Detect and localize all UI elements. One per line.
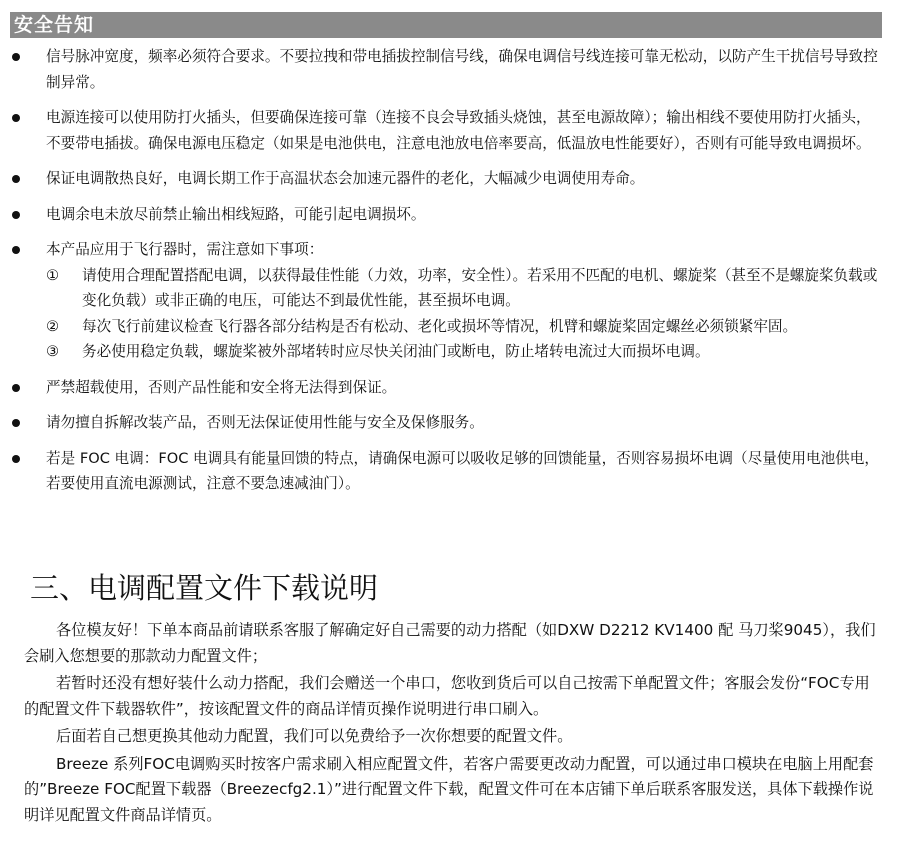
bullet-text: 电源连接可以使用防打火插头，但要确保连接可靠（连接不良会导致插头烧蚀，甚至电源故障）；输出相线不要使用防打火插头，不要带电插拔。确保电源电压稳定（如果是电池供电，注意电池放电倍率要高，低温放电性能要好），否则有可能导致电调损坏。 — [46, 109, 871, 152]
sub-item — [46, 339, 882, 365]
bullet-text: 请勿擅自拆解改装产品，否则无法保证使用性能与安全及保修服务。 — [46, 414, 484, 431]
bullet-item — [0, 105, 882, 156]
sub-item — [46, 263, 882, 314]
bullet-dot-icon — [12, 384, 20, 392]
sub-item — [46, 314, 882, 340]
paragraph: 各位模友好！下单本商品前请联系客服了解确定好自己需要的动力搭配（如DXW D2212 KV1400 配 马刀桨9045），我们会刷入您想要的那款动力配置文件； — [24, 621, 876, 665]
bullet-text: 严禁超载使用，否则产品性能和安全将无法得到保证。 — [46, 378, 397, 396]
bullet-text: 信号脉冲宽度，频率必须符合要求。不要拉拽和带电插拔控制信号线，确保电调信号线连接可靠无松动，以防产生干扰信号导致控制异常。 — [46, 48, 878, 91]
bullet-text: 电调余电未放尽前禁止输出相线短路，可能引起电调损坏。 — [46, 205, 426, 223]
section-heading: 三、电调配置文件下载说明 — [30, 571, 379, 605]
sub-item-number: ① — [46, 266, 60, 284]
bullet-dot-icon — [12, 175, 20, 183]
sub-item-text: 请使用合理配置搭配电调，以获得最佳性能（力效，功率，安全性）。若采用不匹配的电机、螺旋桨（甚至不是螺旋桨负载或变化负载）或非正确的电压，可能达不到最优性能，甚至损坏电调。 — [82, 266, 878, 309]
bullet-dot-icon — [12, 455, 20, 463]
paragraph: Breeze 系列FOC电调购买时按客户需求刷入相应配置文件，若客户需要更改动力配置，可以通过串口模块在电脑上用配套的”Breeze FOC配置下载器（Breezecfg2.1）”进行配置文件下载，配置文件可在本店铺下单后联系客服发送，具体下载操作说明详见配置文件商品详情页。 — [24, 754, 874, 824]
bullet-dot-icon — [12, 419, 20, 427]
bullet-item — [0, 446, 882, 497]
bullet-dot-icon — [12, 114, 20, 122]
paragraph: 若暂时还没有想好装什么动力搭配，我们会赠送一个串口，您收到货后可以自己按需下单配置文件；客服会发份“FOC专用的配置文件下载器软件”，按该配置文件的商品详情页操作说明进行串口刷入。 — [24, 674, 870, 718]
sub-list — [46, 263, 882, 365]
paragraph: 后面若自己想更换其他动力配置，我们可以免费给予一次你想要的配置文件。 — [56, 727, 573, 745]
bullet-item — [0, 166, 882, 192]
bullet-dot-icon — [12, 246, 20, 254]
safety-notice-list — [0, 44, 901, 507]
bullet-text: 保证电调散热良好，电调长期工作于高温状态会加速元器件的老化，大幅减少电调使用寿命。 — [46, 170, 645, 187]
bullet-item — [0, 202, 882, 228]
sub-item-number: ② — [46, 317, 60, 335]
section-body — [24, 618, 882, 830]
bullet-dot-icon — [12, 211, 20, 219]
section-header-title: 安全告知 — [14, 14, 95, 36]
bullet-text: 本产品应用于飞行器时，需注意如下事项： — [46, 241, 324, 258]
bullet-item — [0, 375, 882, 401]
sub-item-number: ③ — [46, 343, 60, 360]
bullet-item — [0, 44, 882, 95]
sub-item-text: 每次飞行前建议检查飞行器各部分结构是否有松动、老化或损坏等情况，机臂和螺旋桨固定螺丝必须锁紧牢固。 — [82, 317, 798, 335]
bullet-item — [0, 237, 882, 365]
bullet-dot-icon — [12, 53, 20, 61]
bullet-item — [0, 410, 882, 436]
sub-item-text: 务必使用稳定负载，螺旋桨被外部堵转时应尽快关闭油门或断电，防止堵转电流过大而损坏电调。 — [82, 343, 710, 360]
section-header-bar — [10, 12, 882, 38]
bullet-text: 若是 FOC 电调：FOC 电调具有能量回馈的特点，请确保电源可以吸收足够的回馈能量，否则容易损坏电调（尽量使用电池供电，若要使用直流电源测试，注意不要急速减油门）。 — [46, 449, 879, 492]
